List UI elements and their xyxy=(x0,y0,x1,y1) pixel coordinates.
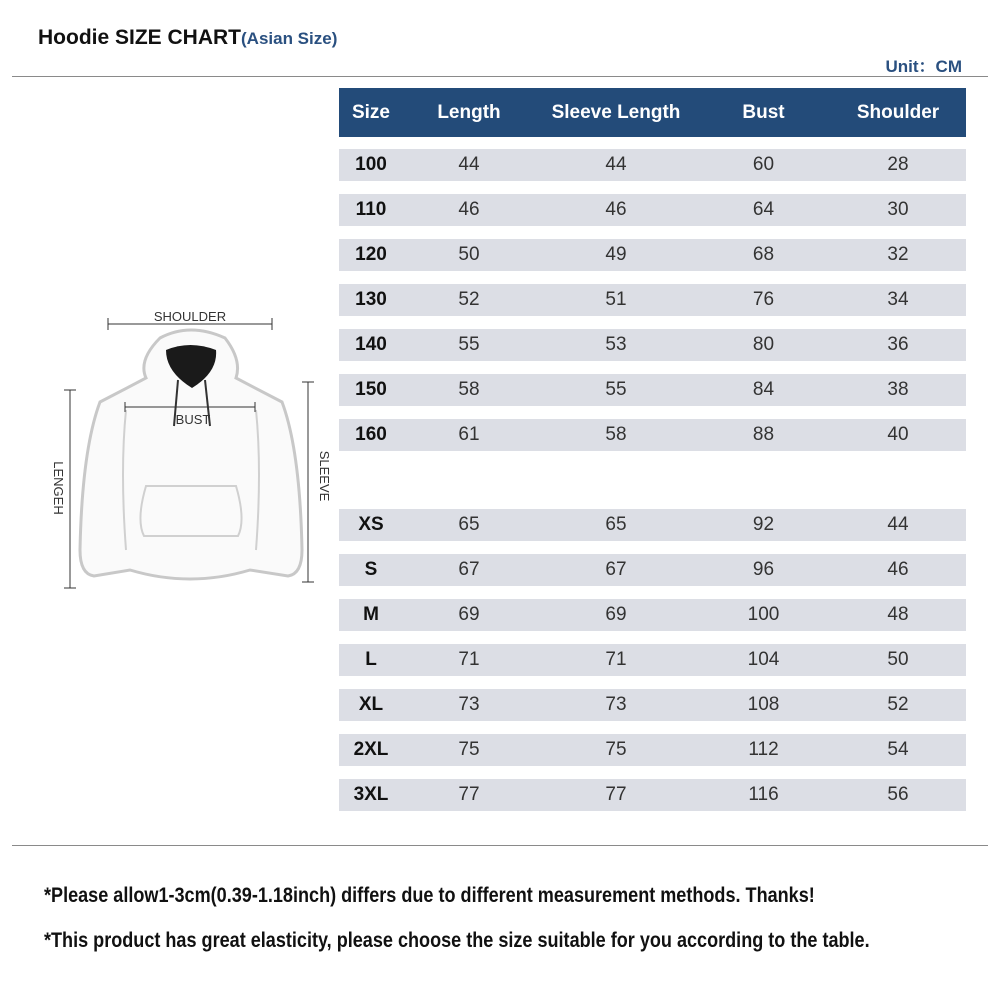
cell-length: 75 xyxy=(458,739,480,760)
cell-shoulder: 50 xyxy=(887,649,909,670)
cell-length: 46 xyxy=(458,199,480,220)
header-sleeve-length: Sleeve Length xyxy=(551,101,681,123)
cell-size: S xyxy=(364,559,378,580)
cell-size: 120 xyxy=(355,244,387,265)
cell-shoulder: 52 xyxy=(887,694,909,715)
cell-size: L xyxy=(365,649,377,670)
cell-shoulder: 44 xyxy=(887,514,909,535)
cell-sleeve-length: 67 xyxy=(605,559,627,580)
chart-title xyxy=(38,26,337,50)
header-bust: Bust xyxy=(742,101,785,123)
cell-sleeve-length: 75 xyxy=(605,739,627,760)
table-row xyxy=(339,599,966,631)
length-label: LENGEH xyxy=(51,461,66,515)
cell-size: 2XL xyxy=(353,739,389,760)
table-header-row xyxy=(339,88,966,137)
cell-bust: 104 xyxy=(747,649,780,670)
note-measurement: *Please allow1-3cm(0.39-1.18inch) differs due to different measurement methods. Thanks! xyxy=(44,884,815,907)
cell-bust: 92 xyxy=(752,514,775,535)
table-row xyxy=(339,194,966,226)
cell-shoulder: 36 xyxy=(887,334,909,355)
table-row xyxy=(339,239,966,271)
cell-sleeve-length: 58 xyxy=(605,424,627,445)
hoodie-diagram xyxy=(50,300,340,600)
cell-shoulder: 40 xyxy=(887,424,909,445)
cell-bust: 80 xyxy=(752,334,775,355)
table-row xyxy=(339,149,966,181)
bottom-divider xyxy=(12,845,988,846)
cell-shoulder: 34 xyxy=(887,289,909,310)
cell-shoulder: 54 xyxy=(887,739,909,760)
cell-bust: 108 xyxy=(747,694,780,715)
cell-sleeve-length: 53 xyxy=(605,334,627,355)
cell-shoulder: 48 xyxy=(887,604,909,625)
cell-bust: 96 xyxy=(752,559,775,580)
cell-size: 130 xyxy=(355,289,387,310)
cell-length: 55 xyxy=(458,334,480,355)
cell-shoulder: 30 xyxy=(887,199,909,220)
cell-length: 61 xyxy=(458,424,480,445)
cell-sleeve-length: 44 xyxy=(605,154,627,175)
table-row xyxy=(339,689,966,721)
cell-bust: 76 xyxy=(752,289,775,310)
sleeve-label: SLEEVE xyxy=(317,450,332,502)
cell-length: 65 xyxy=(458,514,480,535)
cell-sleeve-length: 71 xyxy=(605,649,627,670)
cell-bust: 68 xyxy=(752,244,775,265)
shoulder-label: SHOULDER xyxy=(153,309,227,324)
table-row xyxy=(339,374,966,406)
cell-sleeve-length: 46 xyxy=(605,199,627,220)
table-row xyxy=(339,329,966,361)
cell-size: XS xyxy=(358,514,384,535)
cell-length: 73 xyxy=(458,694,480,715)
cell-sleeve-length: 77 xyxy=(605,784,627,805)
cell-shoulder: 32 xyxy=(887,244,909,265)
cell-bust: 84 xyxy=(752,379,775,400)
cell-bust: 64 xyxy=(752,199,775,220)
table-row xyxy=(339,554,966,586)
top-divider xyxy=(12,76,988,77)
header-shoulder: Shoulder xyxy=(856,101,940,123)
table-row xyxy=(339,779,966,811)
cell-length: 69 xyxy=(458,604,480,625)
cell-length: 77 xyxy=(458,784,480,805)
cell-sleeve-length: 51 xyxy=(605,289,627,310)
cell-size: 3XL xyxy=(353,784,389,805)
cell-shoulder: 56 xyxy=(887,784,909,805)
note-elasticity: *This product has great elasticity, please choose the size suitable for you according to the table. xyxy=(44,929,870,952)
cell-bust: 60 xyxy=(752,154,775,175)
cell-size: 140 xyxy=(355,334,387,355)
cell-sleeve-length: 49 xyxy=(605,244,627,265)
cell-length: 58 xyxy=(458,379,480,400)
cell-size: XL xyxy=(358,694,384,715)
cell-bust: 116 xyxy=(748,784,779,805)
cell-bust: 100 xyxy=(747,604,780,625)
cell-shoulder: 38 xyxy=(887,379,909,400)
cell-size: 160 xyxy=(355,424,387,445)
table-row xyxy=(339,419,966,451)
cell-size: 150 xyxy=(355,379,387,400)
table-row xyxy=(339,644,966,676)
bust-label: BUST xyxy=(175,412,211,427)
cell-size: 110 xyxy=(355,199,387,220)
cell-bust: 88 xyxy=(752,424,775,445)
cell-sleeve-length: 69 xyxy=(605,604,627,625)
cell-length: 52 xyxy=(458,289,480,310)
unit-label: Unit：CM xyxy=(885,57,962,76)
cell-shoulder: 46 xyxy=(887,559,909,580)
table-row xyxy=(339,509,966,541)
cell-length: 67 xyxy=(458,559,480,580)
cell-sleeve-length: 55 xyxy=(605,379,627,400)
cell-size: M xyxy=(363,604,379,625)
title-subtitle: (Asian Size) xyxy=(241,29,338,48)
header-length: Length xyxy=(437,101,501,123)
cell-size: 100 xyxy=(355,154,387,175)
cell-bust: 112 xyxy=(748,739,779,760)
cell-length: 44 xyxy=(458,154,480,175)
cell-length: 50 xyxy=(458,244,480,265)
table-row xyxy=(339,284,966,316)
header-size: Size xyxy=(351,101,391,123)
table-row xyxy=(339,734,966,766)
hoodie-outline-icon xyxy=(50,300,340,600)
cell-sleeve-length: 65 xyxy=(605,514,627,535)
cell-sleeve-length: 73 xyxy=(605,694,627,715)
cell-length: 71 xyxy=(458,649,480,670)
cell-shoulder: 28 xyxy=(887,154,909,175)
title-text: Hoodie SIZE CHART xyxy=(38,26,241,49)
